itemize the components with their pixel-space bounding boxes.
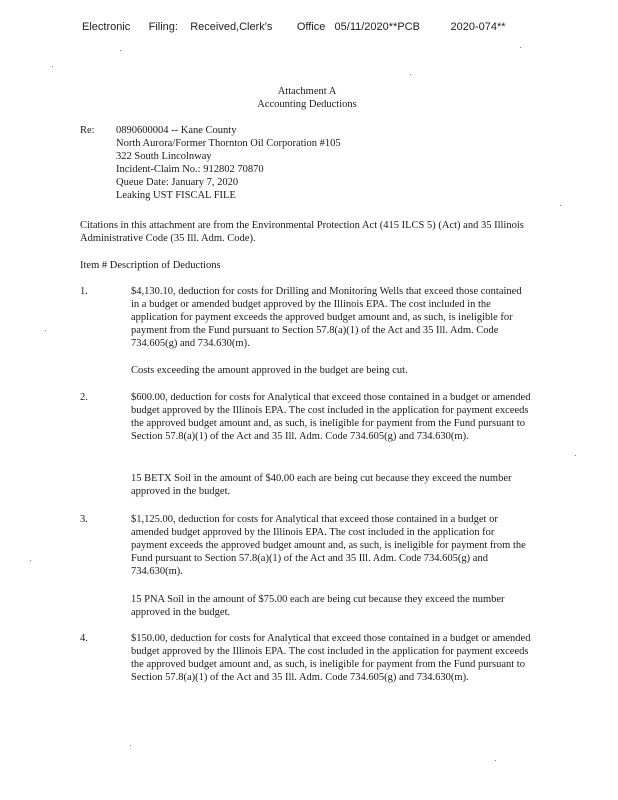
attachment-title: Attachment A [277, 86, 337, 97]
citation-paragraph: Citations in this attachment are from the Environmental Protection Act (415 ILCS 5) (Act) and 35 Illinois Administrative Code (35 Ill. Adm. Code). [80, 220, 524, 244]
scan-speck [30, 560, 31, 561]
scan-speck [45, 330, 46, 331]
re-incident-claim: Incident-Claim No.: 912802 70870 [116, 164, 264, 175]
re-block [116, 124, 341, 202]
item-note: 15 PNA Soil in the amount of $75.00 each are being cut because they exceed the number approved in the budget. [131, 594, 505, 618]
scan-speck [520, 47, 521, 48]
re-address: 322 South Lincolnway [116, 151, 212, 162]
re-label: Re: [80, 125, 95, 136]
filing-stamp-header: Electronic Filing: Received,Clerk's Office 05/11/2020**PCB 2020-074** [82, 21, 506, 33]
re-file-type: Leaking UST FISCAL FILE [116, 190, 236, 201]
item-deduction: $4,130.10, deduction for costs for Drilling and Monitoring Wells that exceed those contained in a budget or amended budget approved by the Illinois EPA. The cost included in the application for payment exceeds the approved budget amount and, as such, is ineligible for payment from the Fund pursuant to Section 57.8(a)(1) of the Act and 35 Ill. Adm. Code 734.605(g) and 734.630(m). [131, 286, 522, 349]
scan-speck [575, 455, 576, 456]
item-heading: Item # Description of Deductions [80, 260, 221, 271]
re-site-id: 0890600004 -- Kane County [116, 125, 237, 136]
item-number: 1. [80, 286, 88, 297]
scan-speck [560, 205, 561, 206]
item-note: 15 BETX Soil in the amount of $40.00 each are being cut because they exceed the number approved in the budget. [131, 473, 512, 497]
item-number: 2. [80, 392, 88, 403]
scan-speck [120, 50, 121, 51]
scan-speck [495, 760, 496, 761]
item-deduction: $150.00, deduction for costs for Analytical that exceed those contained in a budget or amended budget approved by the Illinois EPA. The cost included in the application for payment exceeds the approved budget amount and, as such, is ineligible for payment from the Fund pursuant to Section 57.8(a)(1) of the Act and 35 Ill. Adm. Code 734.605(g) and 734.630(m). [131, 633, 531, 683]
item-deduction: $600.00, deduction for costs for Analytical that exceed those contained in a budget or amended budget approved by the Illinois EPA. The cost included in the application for payment exceeds the approved budget amount and, as such, is ineligible for payment from the Fund pursuant to Section 57.8(a)(1) of the Act and 35 Ill. Adm. Code 734.605(g) and 734.630(m). [131, 392, 531, 442]
item-number: 4. [80, 633, 88, 644]
re-site-name: North Aurora/Former Thornton Oil Corporation #105 [116, 138, 341, 149]
scan-speck [410, 74, 411, 75]
scan-speck [130, 745, 131, 746]
re-queue-date: Queue Date: January 7, 2020 [116, 177, 239, 188]
item-deduction: $1,125.00, deduction for costs for Analytical that exceed those contained in a budget or amended budget approved by the Illinois EPA. The cost included in the application for payment exceeds the approved budget amount and, as such, is ineligible for payment from the Fund pursuant to Section 57.8(a)(1) of the Act and 35 Ill. Adm. Code 734.605(g) and 734.630(m). [131, 514, 526, 577]
attachment-subtitle: Accounting Deductions [257, 99, 357, 110]
scan-speck [52, 66, 53, 67]
item-number: 3. [80, 514, 88, 525]
item-note: Costs exceeding the amount approved in the budget are being cut. [131, 365, 408, 376]
